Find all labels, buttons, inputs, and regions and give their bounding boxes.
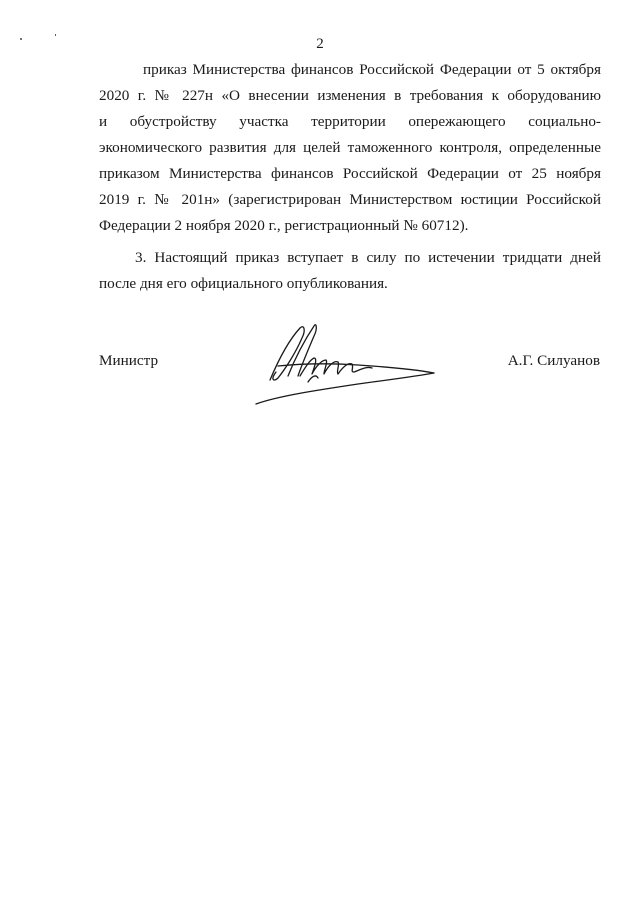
text-line: Федерации 2 ноября 2020 г., регистрационный № 60712).: [99, 217, 469, 234]
text-line: 3. Настоящий приказ вступает в силу по истечении тридцати дней: [135, 249, 601, 266]
paragraph-order-reference: [99, 57, 601, 239]
signatory-role: Министр: [99, 352, 159, 369]
handwritten-signature: [248, 316, 448, 411]
signatory-name: А.Г. Силуанов: [507, 352, 600, 369]
text-line: 2020 г. № 227н «О внесении изменения в требования к оборудованию: [99, 87, 601, 104]
text-line: после дня его официального опубликования.: [99, 275, 388, 292]
page-number: 2: [316, 36, 324, 52]
text-line: 2019 г. № 201н» (зарегистрирован Министерством юстиции Российской: [99, 191, 601, 208]
text-line: экономического развития для целей таможенного контроля, определенные: [99, 139, 601, 156]
text-line: приказом Министерства финансов Российской Федерации от 25 ноября: [99, 165, 601, 182]
text-line: приказ Министерства финансов Российской Федерации от 5 октября: [143, 61, 601, 78]
paragraph-effective-date: [99, 245, 601, 297]
text-line: и обустройству участка территории опережающего социально-: [99, 113, 601, 130]
